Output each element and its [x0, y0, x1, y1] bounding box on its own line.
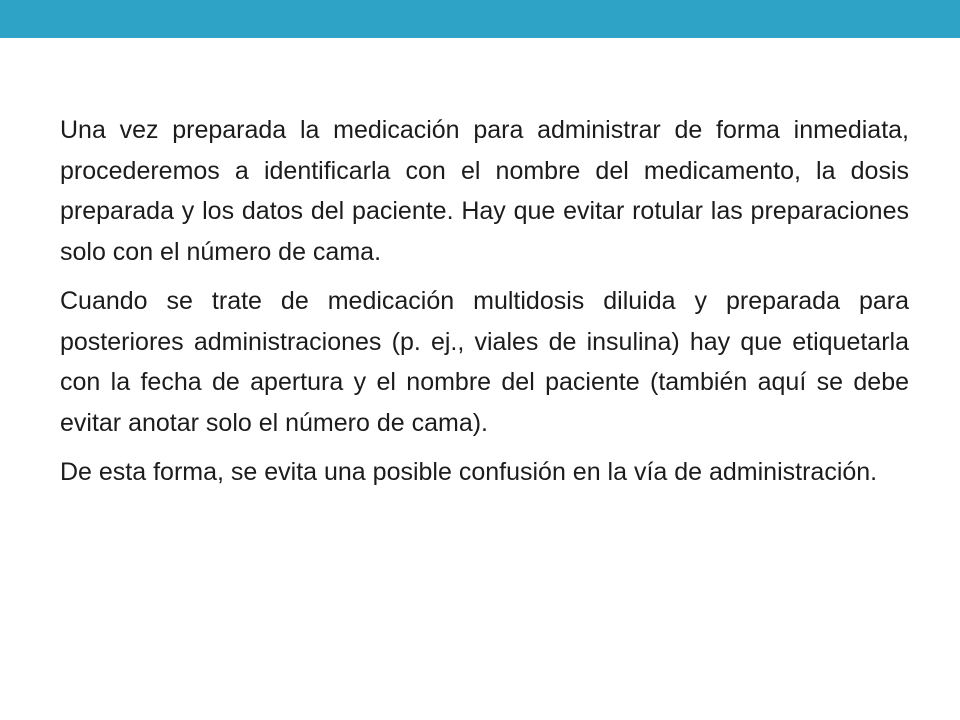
paragraph-avoid-confusion: De esta forma, se evita una posible confusión en la vía de administración. — [60, 458, 878, 486]
top-accent-bar — [0, 0, 960, 38]
paragraph-multidose-labeling: Cuando se trate de medicación multidosis diluida y preparada para posteriores administraciones (p. ej., viales de insulina) hay que etiquetarla con la fecha de apertura y el nombre del paciente (también aquí se debe evitar anotar solo el número de cama). — [60, 287, 909, 437]
paragraph-labeling-immediate: Una vez preparada la medicación para administrar de forma inmediata, procederemos a identificarla con el nombre del medicamento, la dosis preparada y los datos del paciente. Hay que evitar rotular las preparaciones solo con el número de cama. — [60, 116, 909, 266]
slide-body — [60, 110, 909, 493]
